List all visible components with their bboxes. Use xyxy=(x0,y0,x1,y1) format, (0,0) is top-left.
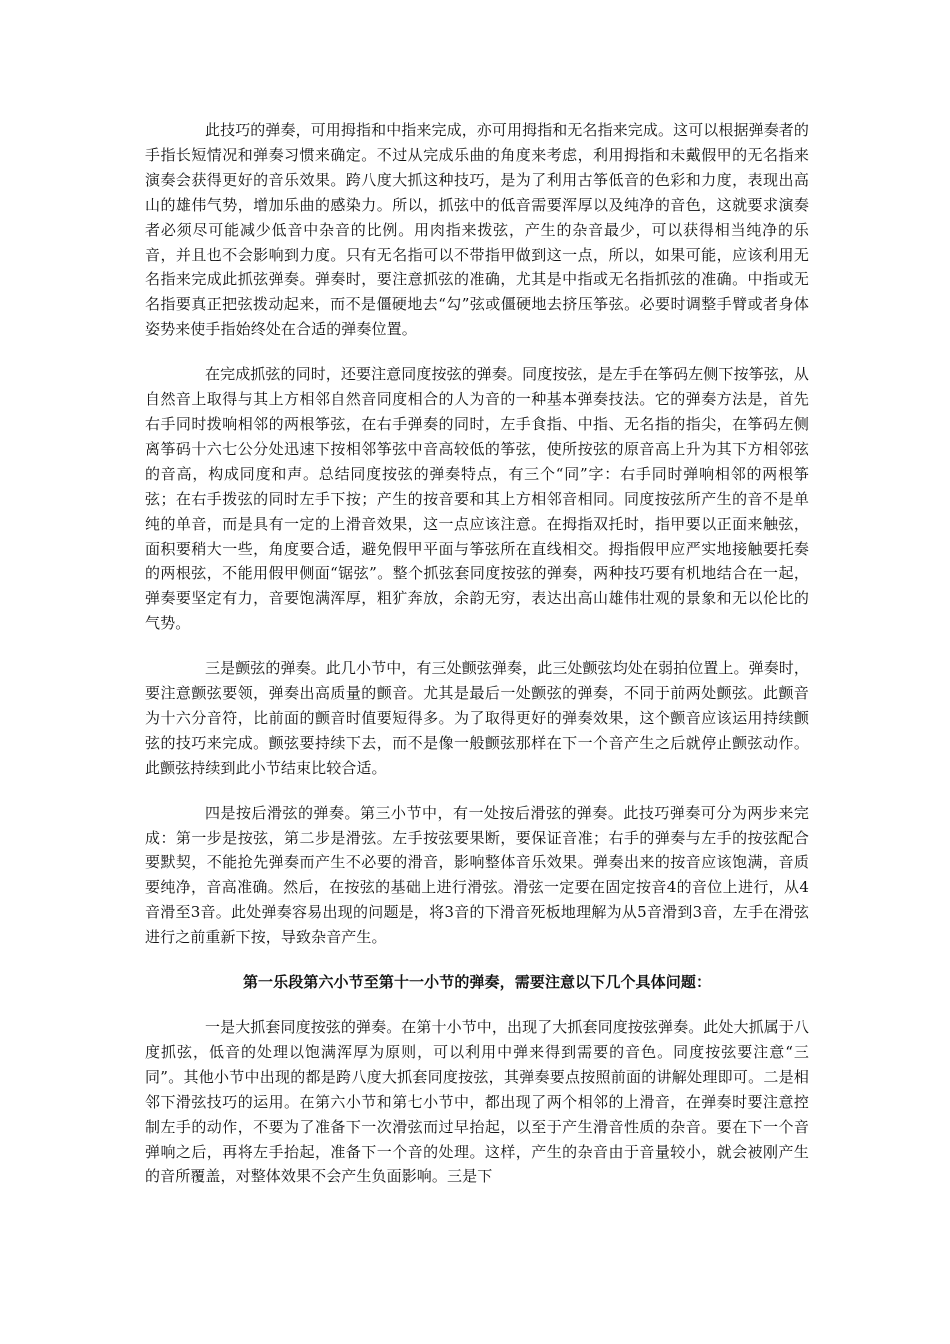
paragraph-measures-6-11: 一是大抓套同度按弦的弹奏。在第十小节中，出现了大抓套同度按弦弹奏。此处大抓属于八度抓弦，低音的处理以饱满浑厚为原则，可以利用中弹来得到需要的音色。同度按弦要注意“三同”。其他小节中出现的都是跨八度大抓套同度按弦，其弹奏要点按照前面的讲解处理即可。二是相邻下滑弦技巧的运用。在第六小节和第七小节中，都出现了两个相邻的上滑音，在弹奏时要注意控制左手的动作，不要为了准备下一次滑弦而过早抬起，以至于产生滑音性质的杂音。要在下一个音弹响之后，再将左手抬起，准备下一个音的处理。这样，产生的杂音由于音量较小，就会被刚产生的音所覆盖，对整体效果不会产生负面影响。三是下 xyxy=(145,1018,810,1186)
section-heading: 第一乐段第六小节至第十一小节的弹奏，需要注意以下几个具体问题： xyxy=(242,973,712,992)
paragraph-pinch-technique: 此技巧的弹奏，可用拇指和中指来完成，亦可用拇指和无名指来完成。这可以根据弹奏者的手指长短情况和弹奏习惯来确定。不过从完成乐曲的角度来考虑，利用拇指和未戴假甲的无名指来演奏会获得更好的音乐效果。跨八度大抓这种技巧，是为了利用古筝低音的色彩和力度，表现出高山的雄伟气势，增加乐曲的感染力。所以，抓弦中的低音需要浑厚以及纯净的音色，这就要求演奏者必须尽可能减少低音中杂音的比例。用肉指来拨弦，产生的杂音最少，可以获得相当纯净的乐音，并且也不会影响到力度。只有无名指可以不带指甲做到这一点，所以，如果可能，应该利用无名指来完成此抓弦弹奏。弹奏时，要注意抓弦的准确，尤其是中指或无名指抓弦的准确。中指或无名指要真正把弦拨动起来，而不是僵硬地去“勾”弦或僵硬地去挤压筝弦。必要时调整手臂或者身体姿势来使手指始终处在合适的弹奏位置。 xyxy=(145,121,810,339)
document-body xyxy=(145,118,809,1209)
paragraph-press-slide: 四是按后滑弦的弹奏。第三小节中，有一处按后滑弦的弹奏。此技巧弹奏可分为两步来完成：第一步是按弦，第二步是滑弦。左手按弦要果断，要保证音准；右手的弹奏与左手的按弦配合要默契，不能抢先弹奏而产生不必要的滑音，影响整体音乐效果。弹奏出来的按音应该饱满，音质要纯净，音高准确。然后，在按弦的基础上进行滑弦。滑弦一定要在固定按音4的音位上进行，从4音滑至3音。此处弹奏容易出现的问题是，将3音的下滑音死板地理解为从5音滑到3音，左手在滑弦进行之前重新下按，导致杂音产生。 xyxy=(145,803,809,947)
paragraph-unison-press: 在完成抓弦的同时，还要注意同度按弦的弹奏。同度按弦，是左手在筝码左侧下按筝弦，从自然音上取得与其上方相邻自然音同度相合的人为音的一种基本弹奏技法。它的弹奏方法是，首先右手同时拨响相邻的两根筝弦，在右手弹奏的同时，左手食指、中指、无名指的指尖，在筝码左侧离筝码十六七公分处迅速下按相邻筝弦中音高较低的筝弦，使所按弦的原音高上升为其下方相邻弦的音高，构成同度和声。总结同度按弦的弹奏特点，有三个“同”字：右手同时弹响相邻的两根筝弦；在右手拨弦的同时左手下按；产生的按音要和其上方相邻音相同。同度按弦所产生的音不是单纯的单音，而是具有一定的上滑音效果，这一点应该注意。在拇指双托时，指甲要以正面来触弦，面积要稍大一些，角度要合适，避免假甲平面与筝弦所在直线相交。拇指假甲应严实地接触要托奏的两根弦，不能用假甲侧面“锯弦”。整个抓弦套同度按弦的弹奏，两种技巧要有机地结合在一起，弹奏要坚定有力，音要饱满浑厚，粗犷奔放，余韵无穷，表达出高山雄伟壮观的景象和无以伦比的气势。 xyxy=(145,365,810,633)
paragraph-vibrato: 三是颤弦的弹奏。此几小节中，有三处颤弦弹奏，此三处颤弦均处在弱拍位置上。弹奏时，要注意颤弦要领，弹奏出高质量的颤音。尤其是最后一处颤弦的弹奏，不同于前两处颤弦。此颤音为十六分音符，比前面的颤音时值要短得多。为了取得更好的弹奏效果，这个颤音应该运用持续颤弦的技巧来完成。颤弦要持续下去，而不是像一般颤弦那样在下一个音产生之后就停止颤弦动作。此颤弦持续到此小节结束比较合适。 xyxy=(145,659,810,777)
